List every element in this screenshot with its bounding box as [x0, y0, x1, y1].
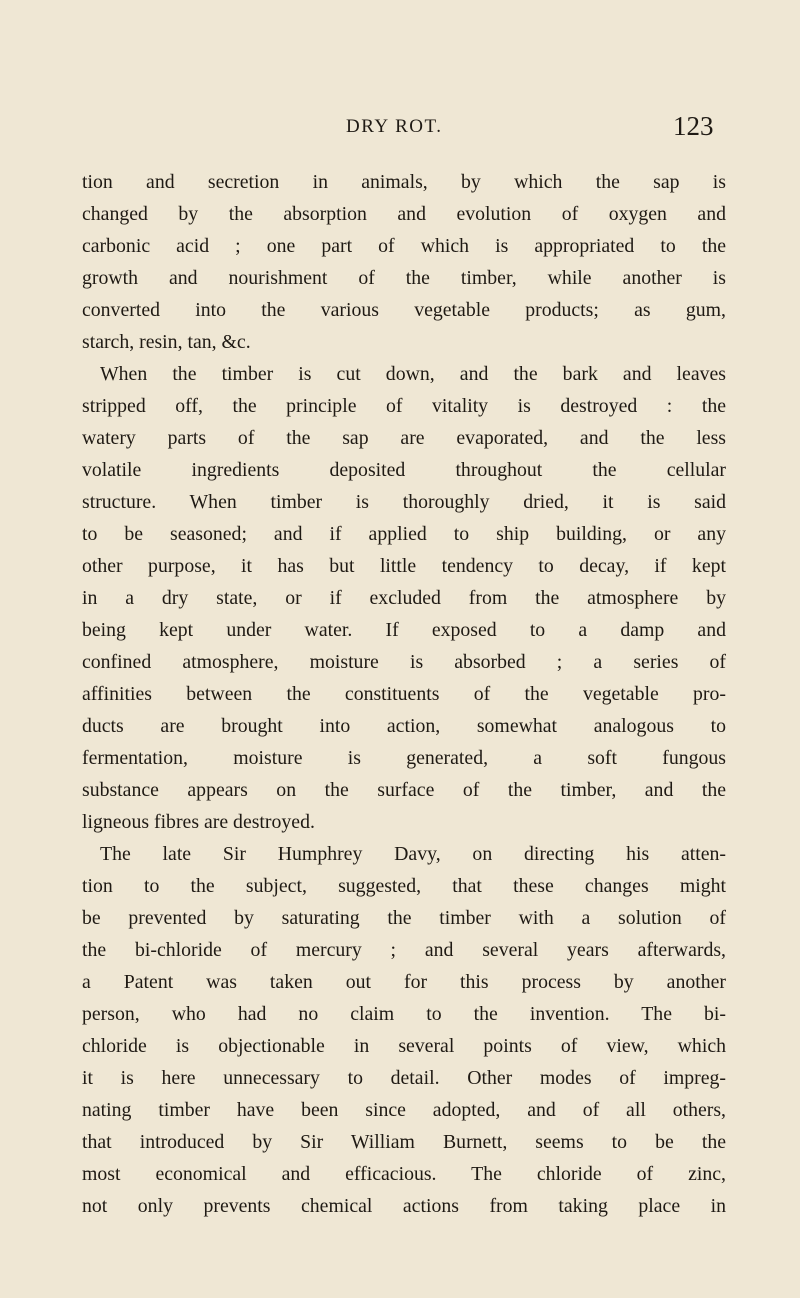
text-line: a Patent was taken out for this process by another: [82, 971, 726, 993]
text-line: confined atmosphere, moisture is absorbed ; a series of: [82, 651, 726, 673]
text-line: most economical and efficacious. The chloride of zinc,: [82, 1163, 726, 1185]
text-line: chloride is objectionable in several points of view, which: [82, 1035, 726, 1057]
text-line: the bi-chloride of mercury ; and several years afterwards,: [82, 939, 726, 961]
text-line: fermentation, moisture is generated, a soft fungous: [82, 747, 726, 769]
text-line: ligneous fibres are destroyed.: [82, 811, 315, 833]
text-line: nating timber have been since adopted, and of all others,: [82, 1099, 726, 1121]
running-head: [0, 111, 800, 142]
page-number: 123: [673, 111, 714, 141]
text-line: carbonic acid ; one part of which is appropriated to the: [82, 235, 726, 257]
text-line: in a dry state, or if excluded from the atmosphere by: [82, 587, 726, 609]
text-line: structure. When timber is thoroughly dried, it is said: [82, 491, 726, 513]
text-line: being kept under water. If exposed to a damp and: [82, 619, 726, 641]
text-line: to be seasoned; and if applied to ship building, or any: [82, 523, 726, 545]
text-line: stripped off, the principle of vitality is destroyed : the: [82, 395, 726, 417]
text-line: starch, resin, tan, &c.: [82, 331, 251, 353]
text-line: affinities between the constituents of the vegetable pro-: [82, 683, 726, 705]
text-line: When the timber is cut down, and the bark and leaves: [100, 363, 726, 385]
text-line: tion to the subject, suggested, that these changes might: [82, 875, 726, 897]
body-text: [82, 166, 726, 1222]
text-line: converted into the various vegetable products; as gum,: [82, 299, 726, 321]
text-line: be prevented by saturating the timber with a solution of: [82, 907, 726, 929]
text-line: volatile ingredients deposited throughout the cellular: [82, 459, 726, 481]
text-line: growth and nourishment of the timber, while another is: [82, 267, 726, 289]
text-line: watery parts of the sap are evaporated, and the less: [82, 427, 726, 449]
running-title: DRY ROT.: [346, 116, 443, 137]
text-line: it is here unnecessary to detail. Other modes of impreg-: [82, 1067, 726, 1089]
text-line: changed by the absorption and evolution of oxygen and: [82, 203, 726, 225]
text-line: substance appears on the surface of the timber, and the: [82, 779, 726, 801]
text-line: other purpose, it has but little tendency to decay, if kept: [82, 555, 726, 577]
text-line: tion and secretion in animals, by which the sap is: [82, 171, 726, 193]
text-line: The late Sir Humphrey Davy, on directing his atten-: [100, 843, 726, 865]
text-line: not only prevents chemical actions from taking place in: [82, 1195, 726, 1217]
text-line: that introduced by Sir William Burnett, seems to be the: [82, 1131, 726, 1153]
text-line: person, who had no claim to the invention. The bi-: [82, 1003, 726, 1025]
text-line: ducts are brought into action, somewhat analogous to: [82, 715, 726, 737]
